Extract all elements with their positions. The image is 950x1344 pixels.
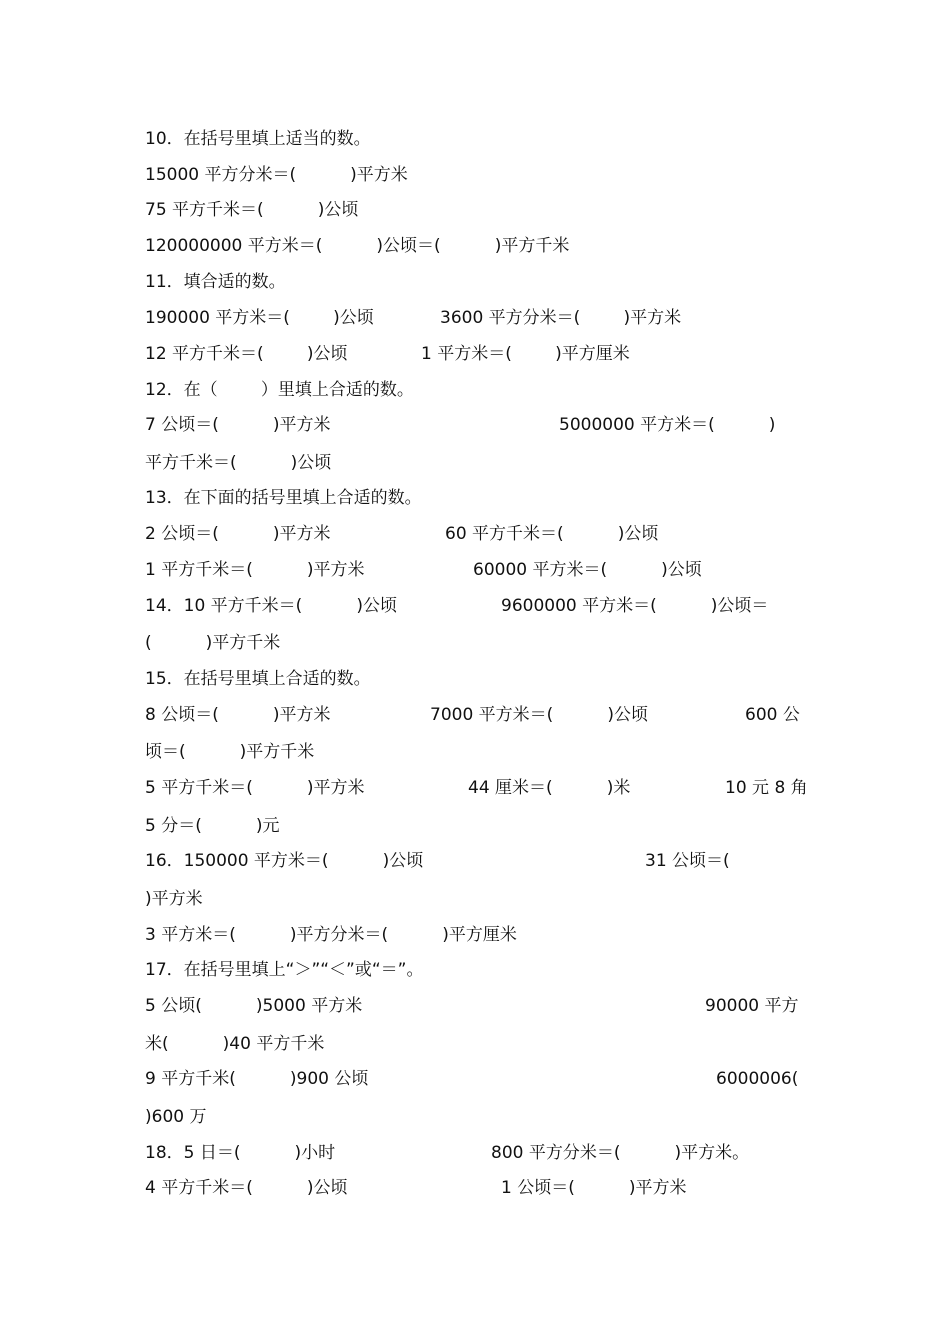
line-text-left: 4 平方千米＝( )公顷 <box>145 1178 348 1198</box>
line-text-middle: 7000 平方米＝( )公顷 <box>430 705 648 725</box>
line-text: ( )平方千米 <box>145 633 281 653</box>
line-text-right: 1 公顷＝( )平方米 <box>501 1178 687 1198</box>
line-text: 12．在（ ）里填上合适的数。 <box>145 380 414 400</box>
line-text: 顷＝( )平方千米 <box>145 742 315 762</box>
line-text-left: 16．150000 平方米＝( )公顷 <box>145 851 424 871</box>
line-text: 米( )40 平方千米 <box>145 1034 325 1054</box>
line-text-right: 9600000 平方米＝( )公顷＝ <box>501 596 769 616</box>
line-text-right: 10 元 8 角 <box>725 778 808 798</box>
line-text-left: 1 平方千米＝( )平方米 <box>145 560 365 580</box>
line-text-left: 7 公顷＝( )平方米 <box>145 415 331 435</box>
line-text: 15000 平方分米＝( )平方米 <box>145 165 408 185</box>
line-text: 15．在括号里填上合适的数。 <box>145 669 371 689</box>
line-text-right: 31 公顷＝( <box>645 851 730 871</box>
line-text: 17．在括号里填上“＞”“＜”或“＝”。 <box>145 960 424 980</box>
q18-line-2 <box>145 1177 810 1265</box>
line-text: )600 万 <box>145 1107 207 1127</box>
line-text: 10．在括号里填上适当的数。 <box>145 129 371 149</box>
line-text-left: 18．5 日＝( )小时 <box>145 1143 336 1163</box>
line-text: 120000000 平方米＝( )公顷＝( )平方千米 <box>145 236 570 256</box>
line-text-right: 6000006( <box>716 1069 799 1089</box>
line-text-left: 14．10 平方千米＝( )公顷 <box>145 596 397 616</box>
line-text: 5 分＝( )元 <box>145 816 280 836</box>
line-text-left: 2 公顷＝( )平方米 <box>145 524 331 544</box>
line-text-left: 8 公顷＝( )平方米 <box>145 705 331 725</box>
line-text-right: 1 平方米＝( )平方厘米 <box>421 344 630 364</box>
line-text: 3 平方米＝( )平方分米＝( )平方厘米 <box>145 925 517 945</box>
line-text-right: 90000 平方 <box>705 996 799 1016</box>
line-text-middle: 44 厘米＝( )米 <box>468 778 631 798</box>
line-text: 75 平方千米＝( )公顷 <box>145 200 359 220</box>
line-text: 13．在下面的括号里填上合适的数。 <box>145 488 422 508</box>
line-text-right: 800 平方分米＝( )平方米。 <box>491 1143 750 1163</box>
line-text-left: 9 平方千米( )900 公顷 <box>145 1069 369 1089</box>
line-text: 平方千米＝( )公顷 <box>145 453 332 473</box>
line-text-right: 600 公 <box>745 705 800 725</box>
line-text-right: 3600 平方分米＝( )平方米 <box>440 308 682 328</box>
line-text-right: 60000 平方米＝( )公顷 <box>473 560 702 580</box>
line-text: 11．填合适的数。 <box>145 272 286 292</box>
line-text-left: 12 平方千米＝( )公顷 <box>145 344 348 364</box>
line-text: )平方米 <box>145 889 203 909</box>
line-text-left: 190000 平方米＝( )公顷 <box>145 308 374 328</box>
line-text-right: 60 平方千米＝( )公顷 <box>445 524 659 544</box>
line-text-left: 5 平方千米＝( )平方米 <box>145 778 365 798</box>
line-text-right: 5000000 平方米＝( ) <box>559 415 776 435</box>
line-text-left: 5 公顷( )5000 平方米 <box>145 996 363 1016</box>
